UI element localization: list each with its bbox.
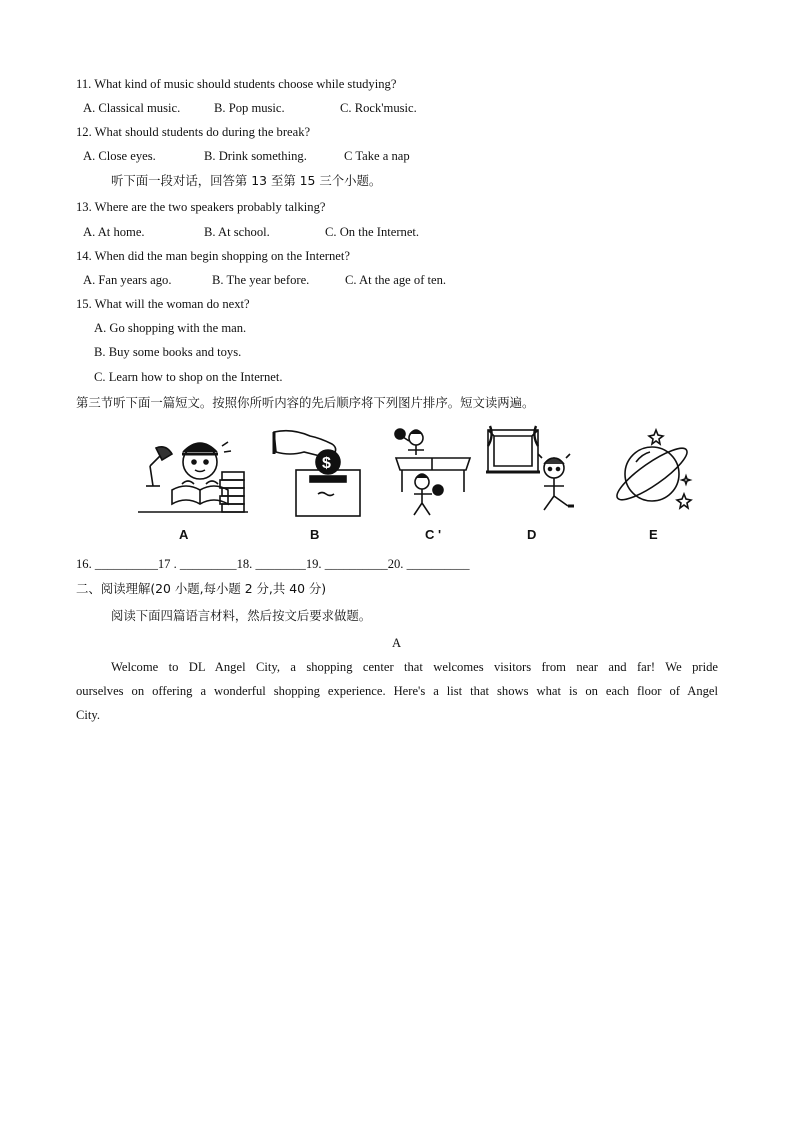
q15-option-b: B. Buy some books and toys. (94, 345, 242, 359)
passage-a-line-1: Welcome to DL Angel City, a shopping center that welcomes visitors from near and far! We pride (111, 660, 718, 674)
q12-option-a: A. Close eyes. (83, 149, 156, 163)
q11-option-a: A. Classical music. (83, 101, 181, 115)
boy-at-window-icon (484, 424, 580, 520)
picture-label-b: B (310, 527, 320, 542)
passage-a-title: A (392, 636, 402, 650)
q14-option-a: A. Fan years ago. (83, 273, 172, 287)
q15-option-c: C. Learn how to shop on the Internet. (94, 370, 283, 384)
question-12-text: 12. What should students do during the break? (76, 125, 311, 139)
q12-option-c: C Take a nap (344, 149, 410, 163)
picture-label-a: A (179, 527, 189, 542)
instruction-13-15: 听下面一段对话，回答第 13 至第 15 三个小题。 (111, 173, 382, 188)
passage-a-line-3: City. (76, 708, 101, 722)
student-studying-icon (138, 424, 248, 520)
q13-option-a: A. At home. (83, 225, 145, 239)
question-15-text: 15. What will the woman do next? (76, 297, 250, 311)
q11-option-c: C. Rock'music. (340, 101, 417, 115)
table-tennis-icon (392, 424, 474, 520)
coin-saving-box-icon (270, 424, 366, 520)
q14-option-b: B. The year before. (212, 273, 310, 287)
picture-label-e: E (649, 527, 658, 542)
q13-option-c: C. On the Internet. (325, 225, 420, 239)
passage-a-line-2: ourselves on offering a wonderful shopping experience. Here's a list that shows what is on each floor of Angel (76, 684, 718, 698)
picture-label-c: C ' (425, 527, 442, 542)
q15-option-a: A. Go shopping with the man. (94, 321, 247, 335)
reading-section-heading: 二、阅读理解(20 小题,每小题 2 分,共 40 分) (76, 581, 327, 596)
reading-instruction: 阅读下面四篇语言材料，然后按文后要求做题。 (111, 608, 372, 623)
question-14-text: 14. When did the man begin shopping on the Internet? (76, 249, 350, 263)
svg-text:$: $ (322, 455, 331, 472)
q12-option-b: B. Drink something. (204, 149, 307, 163)
question-13-text: 13. Where are the two speakers probably talking? (76, 200, 326, 214)
q11-option-b: B. Pop music. (214, 101, 285, 115)
planet-stars-icon (614, 424, 696, 520)
q13-option-b: B. At school. (204, 225, 270, 239)
section-3-heading: 第三节听下面一篇短文。按照你所听内容的先后顺序将下列图片排序。短文读两遍。 (76, 395, 535, 410)
answer-blanks-16-20: 16. __________17 . _________18. ________19. __________20. __________ (76, 557, 470, 571)
q14-option-c: C. At the age of ten. (345, 273, 447, 287)
question-11-text: 11. What kind of music should students choose while studying? (76, 77, 397, 91)
picture-label-d: D (527, 527, 537, 542)
